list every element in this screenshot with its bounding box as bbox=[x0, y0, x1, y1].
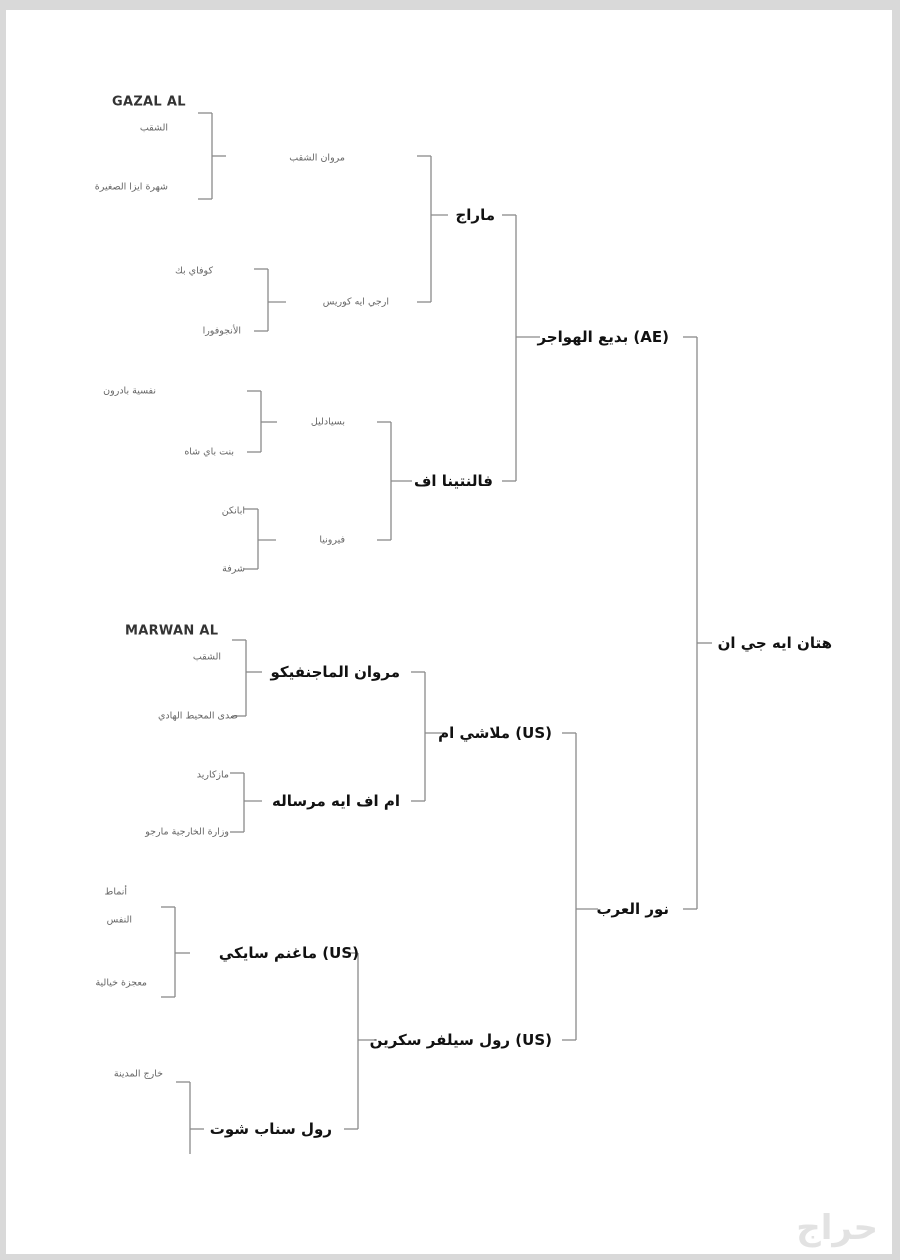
gggd-5: صدى المحيط الهادي bbox=[157, 710, 238, 722]
gggs-4: ابانكن bbox=[221, 505, 245, 517]
ggd-3: ام اف ايه مرساله bbox=[272, 792, 400, 810]
ggd-1: ارجي ايه كوريس bbox=[322, 296, 389, 308]
anmat-label: أنماط bbox=[104, 886, 127, 898]
ggs-2: بسيادليل bbox=[310, 416, 345, 428]
gggd-6: وزارة الخارجية مارجو bbox=[145, 826, 229, 838]
maternal-grandsire-name: ملاشي ام (US) bbox=[438, 724, 552, 742]
gggd-1: شهرة ايزا الصغيرة bbox=[94, 181, 168, 193]
pedigree-sheet bbox=[6, 10, 892, 1254]
ggd-4: رول سناب شوت bbox=[209, 1120, 332, 1138]
gggs-1: الشقب bbox=[139, 122, 168, 134]
gggd-3: بنت باي شاه bbox=[184, 446, 234, 458]
ggd-2: فيرونيا bbox=[319, 534, 345, 546]
gggd-2: الأنجوفورا bbox=[202, 325, 241, 337]
ggs-1: مروان الشقب bbox=[289, 152, 345, 164]
marwan-label: MARWAN AL bbox=[125, 623, 219, 639]
maternal-granddam-name: رول سيلفر سكرين (US) bbox=[369, 1031, 552, 1049]
pedigree-root-name: هتان ايه جي ان bbox=[717, 634, 832, 652]
ggs-4: ماغنم سايكي (US) bbox=[218, 944, 359, 962]
paternal-grandsire-name: ماراج bbox=[455, 206, 495, 224]
paternal-granddam-name: فالنتينا اف bbox=[414, 472, 493, 490]
gggd-4: شرفة bbox=[222, 563, 245, 575]
sire-name: بديع الهواجر (AE) bbox=[537, 328, 669, 346]
gggd-7: معجزة خيالية bbox=[95, 977, 147, 989]
dam-name: نور العرب bbox=[596, 900, 669, 918]
ggs-3: مروان الماجنفيكو bbox=[270, 663, 400, 681]
gggs-2: كوفاي بك bbox=[175, 265, 213, 277]
gggs-7: النفس bbox=[106, 914, 132, 926]
gggs-3: نفسية بادرون bbox=[103, 385, 156, 397]
gggs-5: الشقب bbox=[192, 651, 221, 663]
gggs-8: خارج المدينة bbox=[113, 1068, 163, 1080]
gazal-label: GAZAL AL bbox=[112, 94, 186, 110]
watermark: حراج bbox=[796, 1208, 878, 1248]
gggs-6: مازكاريد bbox=[196, 769, 229, 781]
